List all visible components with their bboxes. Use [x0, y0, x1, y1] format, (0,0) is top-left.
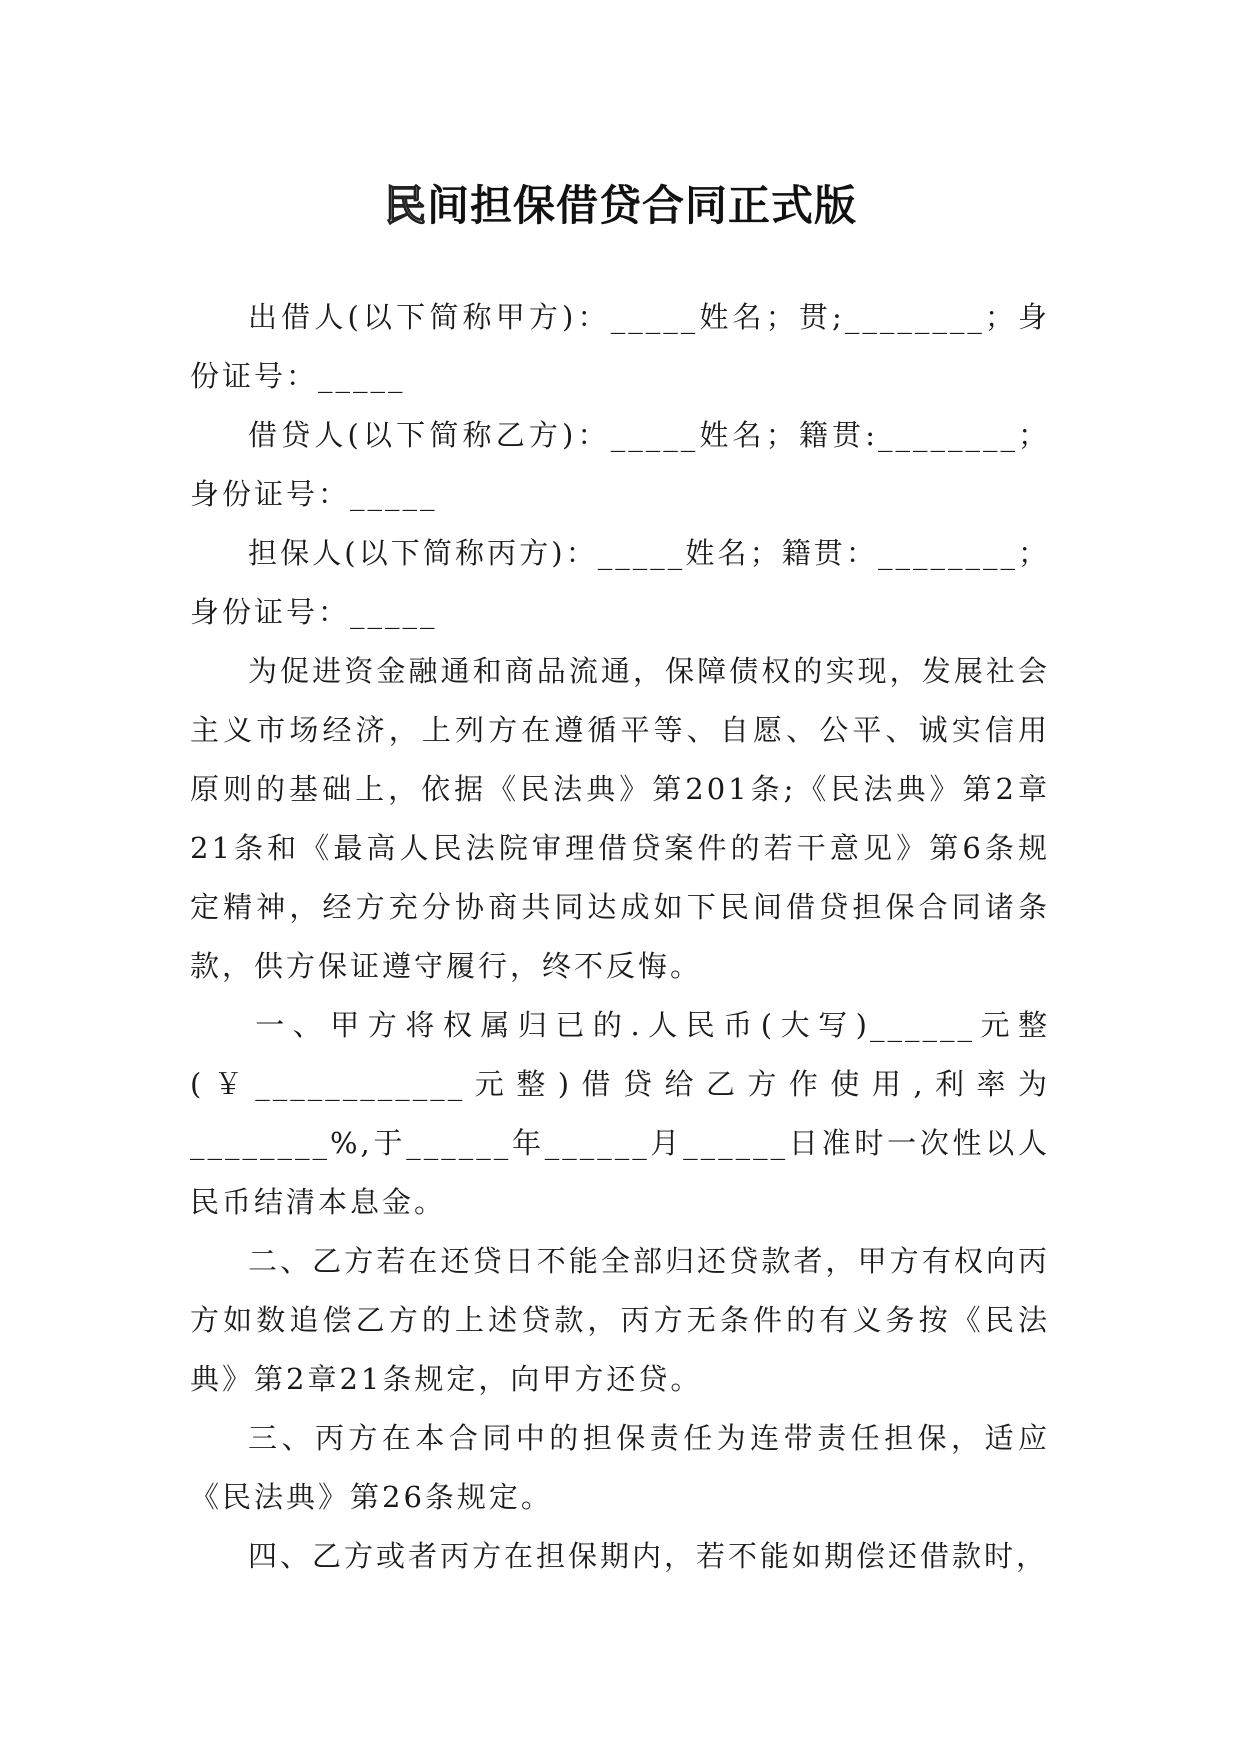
guarantor-info-paragraph: 担保人(以下简称丙方)：_____姓名；籍贯：________；身份证号：_____ — [190, 536, 1050, 629]
clause-two-paragraph: 二、乙方若在还贷日不能全部归还贷款者，甲方有权向丙方如数追偿乙方的上述贷款，丙方无条件的有义务按《民法典》第2章21条规定，向甲方还贷。 — [190, 1244, 1050, 1396]
title-first-char: 民 — [383, 181, 427, 231]
clause-one-paragraph: 一、甲方将权属归已的.人民币(大写)______元整(￥____________元整)借贷给乙方作使用,利率为________%,于______年______月______日准时一次性以人民币结清本息金。 — [190, 1008, 1050, 1219]
lender-info-paragraph: 出借人(以下简称甲方)：_____姓名；贯;________；身份证号：_____ — [190, 300, 1050, 393]
document-title — [0, 178, 1241, 234]
clause-four-paragraph: 四、乙方或者丙方在担保期内，若不能如期偿还借款时， — [248, 1539, 1049, 1573]
title-rest: 间担保借贷合同正式版 — [427, 181, 858, 231]
document-body — [190, 288, 1050, 1586]
clause-three-paragraph: 三、丙方在本合同中的担保责任为连带责任担保，适应《民法典》第26条规定。 — [190, 1421, 1050, 1514]
preamble-paragraph: 为促进资金融通和商品流通，保障债权的实现，发展社会主义市场经济，上列方在遵循平等、自愿、公平、诚实信用原则的基础上，依据《民法典》第201条;《民法典》第2章21条和《最高人民法院审理借贷案件的若干意见》第6条规定精神，经方充分协商共同达成如下民间借贷担保合同诸条款，供方保证遵守履行，终不反悔。 — [190, 654, 1050, 983]
borrower-info-paragraph: 借贷人(以下简称乙方)：_____姓名；籍贯:________；身份证号：_____ — [190, 418, 1050, 511]
